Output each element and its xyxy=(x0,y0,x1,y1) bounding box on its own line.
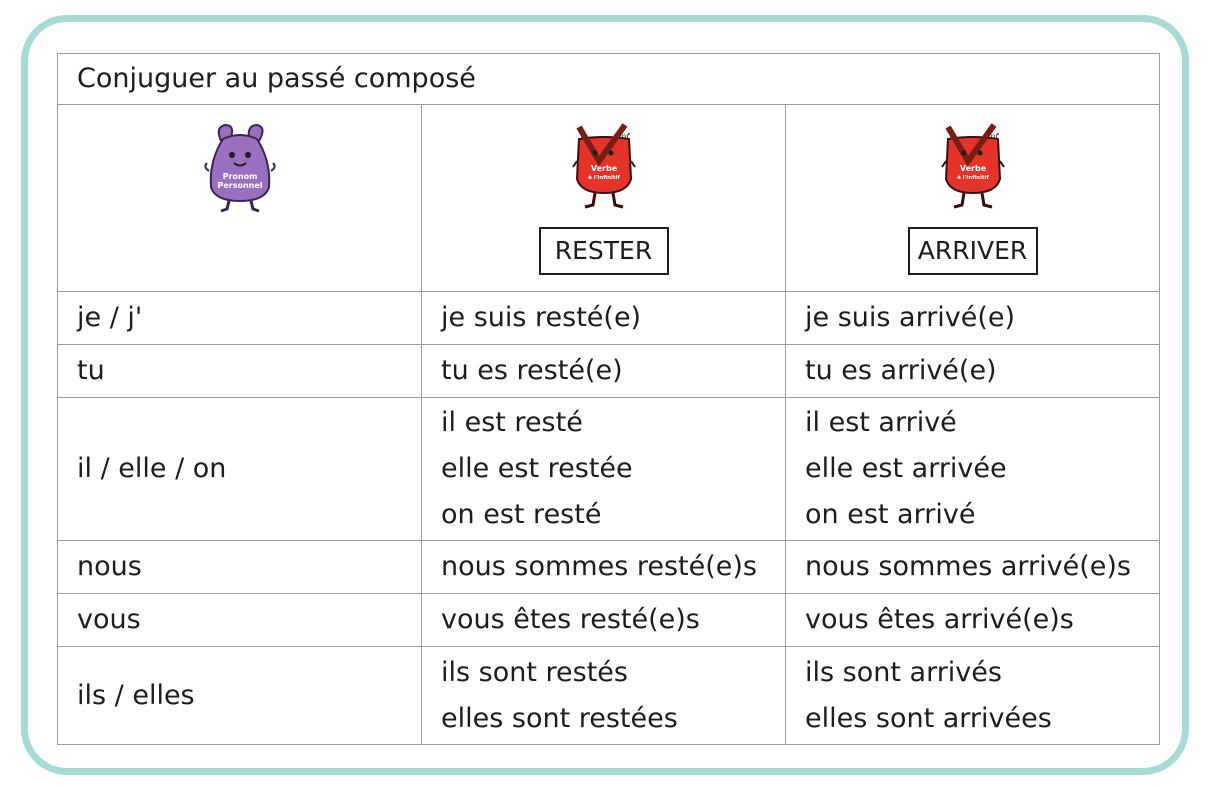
conjugation-line: elle est restée xyxy=(441,453,633,484)
mascot-sign: inf xyxy=(618,132,629,141)
conjugation-line: on est arrivé xyxy=(805,499,976,530)
pronoun-cell: nous xyxy=(58,541,422,594)
pronoun-cell: il / elle / on xyxy=(58,398,422,541)
arriver-cell xyxy=(786,541,1160,594)
mascot-sign: inf xyxy=(987,132,998,141)
conjugation-line: il est resté xyxy=(441,407,583,438)
conjugation-line: ils sont restés xyxy=(441,656,628,688)
arriver-cell xyxy=(786,398,1160,541)
arriver-cell xyxy=(786,345,1160,398)
conjugation-table xyxy=(57,53,1160,745)
table-row xyxy=(58,541,1160,594)
conjugation-line: elles sont arrivées xyxy=(805,702,1052,734)
arriver-header-cell xyxy=(786,105,1160,292)
conjugation-line: je suis resté(e) xyxy=(441,302,642,333)
conjugation-line: tu es arrivé(e) xyxy=(805,355,997,386)
conjugation-line: vous êtes resté(e)s xyxy=(441,604,700,635)
conjugation-line: elles sont restées xyxy=(441,702,678,734)
table-title: Conjuguer au passé composé xyxy=(58,54,1160,105)
mascot-label-2: Personnel xyxy=(216,181,263,190)
table-row xyxy=(58,292,1160,345)
table-row xyxy=(58,647,1160,745)
pronom-personnel-mascot-icon xyxy=(201,121,279,213)
pronoun-header-cell xyxy=(58,105,422,292)
rester-cell xyxy=(422,594,786,647)
conjugation-line: tu es resté(e) xyxy=(441,355,623,386)
conjugation-line: nous sommes resté(e)s xyxy=(441,551,757,582)
conjugation-line: nous sommes arrivé(e)s xyxy=(805,551,1131,582)
rester-cell xyxy=(422,345,786,398)
arriver-cell xyxy=(786,292,1160,345)
pronoun-cell: ils / elles xyxy=(58,647,422,745)
table-row xyxy=(58,594,1160,647)
conjugation-line: je suis arrivé(e) xyxy=(805,302,1016,333)
pronoun-cell: je / j' xyxy=(58,292,422,345)
verbe-infinitif-mascot-icon xyxy=(938,121,1008,213)
rester-cell xyxy=(422,292,786,345)
rester-cell xyxy=(422,647,786,745)
rester-header-cell xyxy=(422,105,786,292)
pronoun-cell: tu xyxy=(58,345,422,398)
arriver-cell xyxy=(786,594,1160,647)
mascot-label-2: à l'infinitif xyxy=(956,175,989,181)
conjugation-line: on est resté xyxy=(441,499,602,530)
table-row xyxy=(58,345,1160,398)
conjugation-line: vous êtes arrivé(e)s xyxy=(805,604,1074,635)
verb-arriver-label: ARRIVER xyxy=(908,227,1038,275)
rester-cell xyxy=(422,541,786,594)
arriver-cell xyxy=(786,647,1160,745)
conjugation-line: ils sont arrivés xyxy=(805,656,1002,688)
verb-rester-label: RESTER xyxy=(539,227,669,275)
verbe-infinitif-mascot-icon xyxy=(569,121,639,213)
conjugation-line: il est arrivé xyxy=(805,407,957,438)
mascot-label-2: à l'infinitif xyxy=(587,175,620,181)
conjugation-line: elle est arrivée xyxy=(805,453,1007,484)
mascot-label-1: Verbe xyxy=(590,164,617,173)
mascot-label-1: Pronom xyxy=(222,172,257,181)
pronoun-cell: vous xyxy=(58,594,422,647)
mascot-label-1: Verbe xyxy=(959,164,986,173)
rester-cell xyxy=(422,398,786,541)
table-row xyxy=(58,398,1160,541)
